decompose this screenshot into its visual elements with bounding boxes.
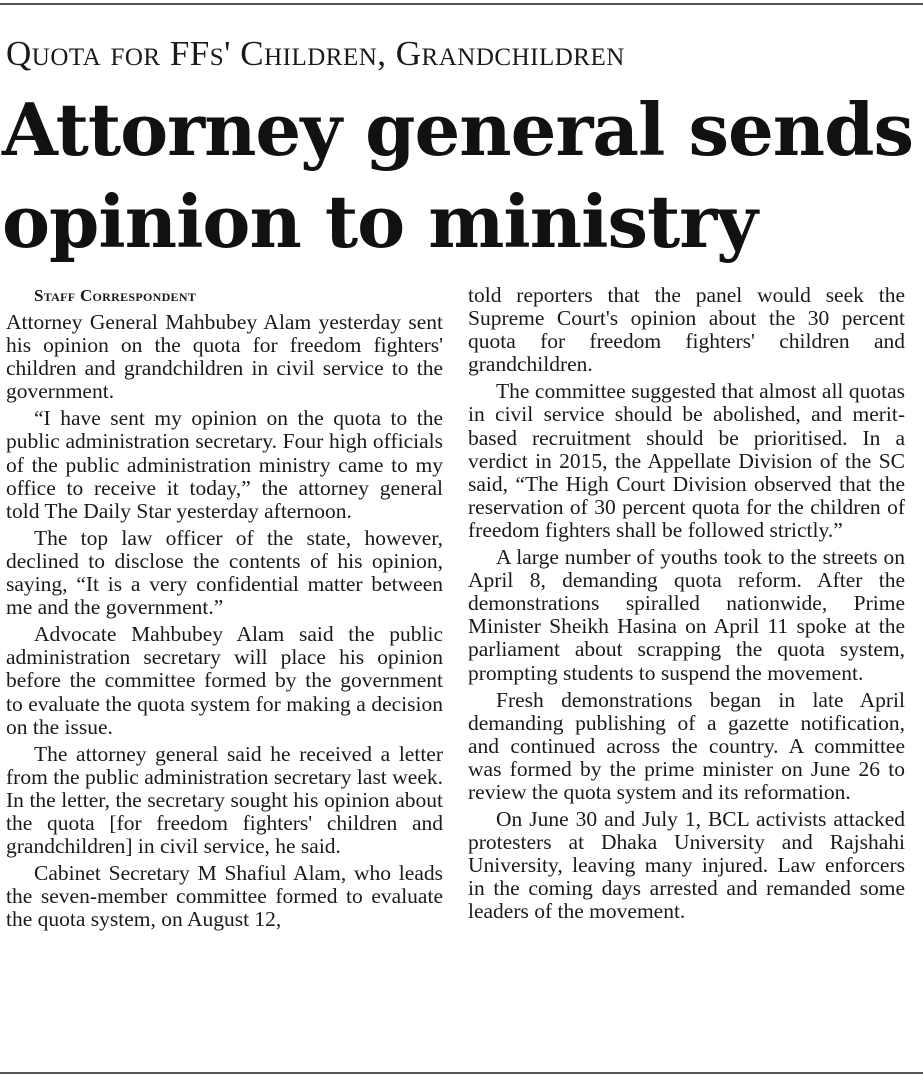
- kicker: Quota for FFs' Children, Grandchildren: [6, 34, 625, 73]
- paragraph: The committee suggested that almost all quotas in civil service should be abolished, and merit-based recruitment should be prioritised. In a verdict in 2015, the Appellate Division of the SC said, “The High Court Division observed that the reservation of 30 percent quota for the children of freedom fighters shall be followed strictly.”: [468, 379, 905, 542]
- paragraph: “I have sent my opinion on the quota to the public administration secretary. Four high officials of the public administration ministry came to my office to receive it today,” the attorney general told The Daily Star yesterday afternoon.: [6, 406, 443, 523]
- paragraph: A large number of youths took to the streets on April 8, demanding quota reform. After the demonstrations spiralled nationwide, Prime Minister Sheikh Hasina on April 11 spoke at the parliament about scrapping the quota system, prompting students to suspend the movement.: [468, 545, 905, 685]
- paragraph: told reporters that the panel would seek the Supreme Court's opinion about the 30 percent quota for freedom fighters' children and grandchildren.: [468, 283, 905, 377]
- paragraph: Advocate Mahbubey Alam said the public administration secretary will place his opinion before the committee formed by the government to evaluate the quota system for making a decision on the issue.: [6, 622, 443, 739]
- bottom-rule: [0, 1072, 923, 1074]
- byline: Staff Correspondent: [34, 286, 197, 305]
- paragraph: Fresh demonstrations began in late April demanding publishing of a gazette notification, and continued across the country. A committee was formed by the prime minister on June 26 to review the quota system and its reformation.: [468, 687, 905, 804]
- article-column-right: [468, 284, 905, 928]
- article-column-left: [6, 284, 443, 935]
- headline-line-1: Attorney general sends: [2, 87, 914, 172]
- headline-line-2: opinion to ministry: [2, 179, 757, 264]
- headline: [2, 84, 921, 268]
- paragraph: The top law officer of the state, however, declined to disclose the contents of his opinion, saying, “It is a very confidential matter between me and the government.”: [6, 525, 443, 620]
- paragraph: On June 30 and July 1, BCL activists attacked protesters at Dhaka University and Rajshahi University, leaving many injured. Law enforcers in the coming days arrested and remanded some leaders of the movement.: [468, 807, 905, 924]
- paragraph: Attorney General Mahbubey Alam yesterday sent his opinion on the quota for freedom fighters' children and grandchildren in civil service to the government.: [6, 310, 443, 404]
- paragraph: Cabinet Secretary M Shafiul Alam, who leads the seven-member committee formed to evaluate the quota system, on August 12,: [6, 861, 443, 932]
- paragraph: The attorney general said he received a letter from the public administration secretary last week. In the letter, the secretary sought his opinion about the quota [for freedom fighters' children and grandchildren] in civil service, he said.: [6, 741, 443, 859]
- top-rule: [0, 3, 923, 5]
